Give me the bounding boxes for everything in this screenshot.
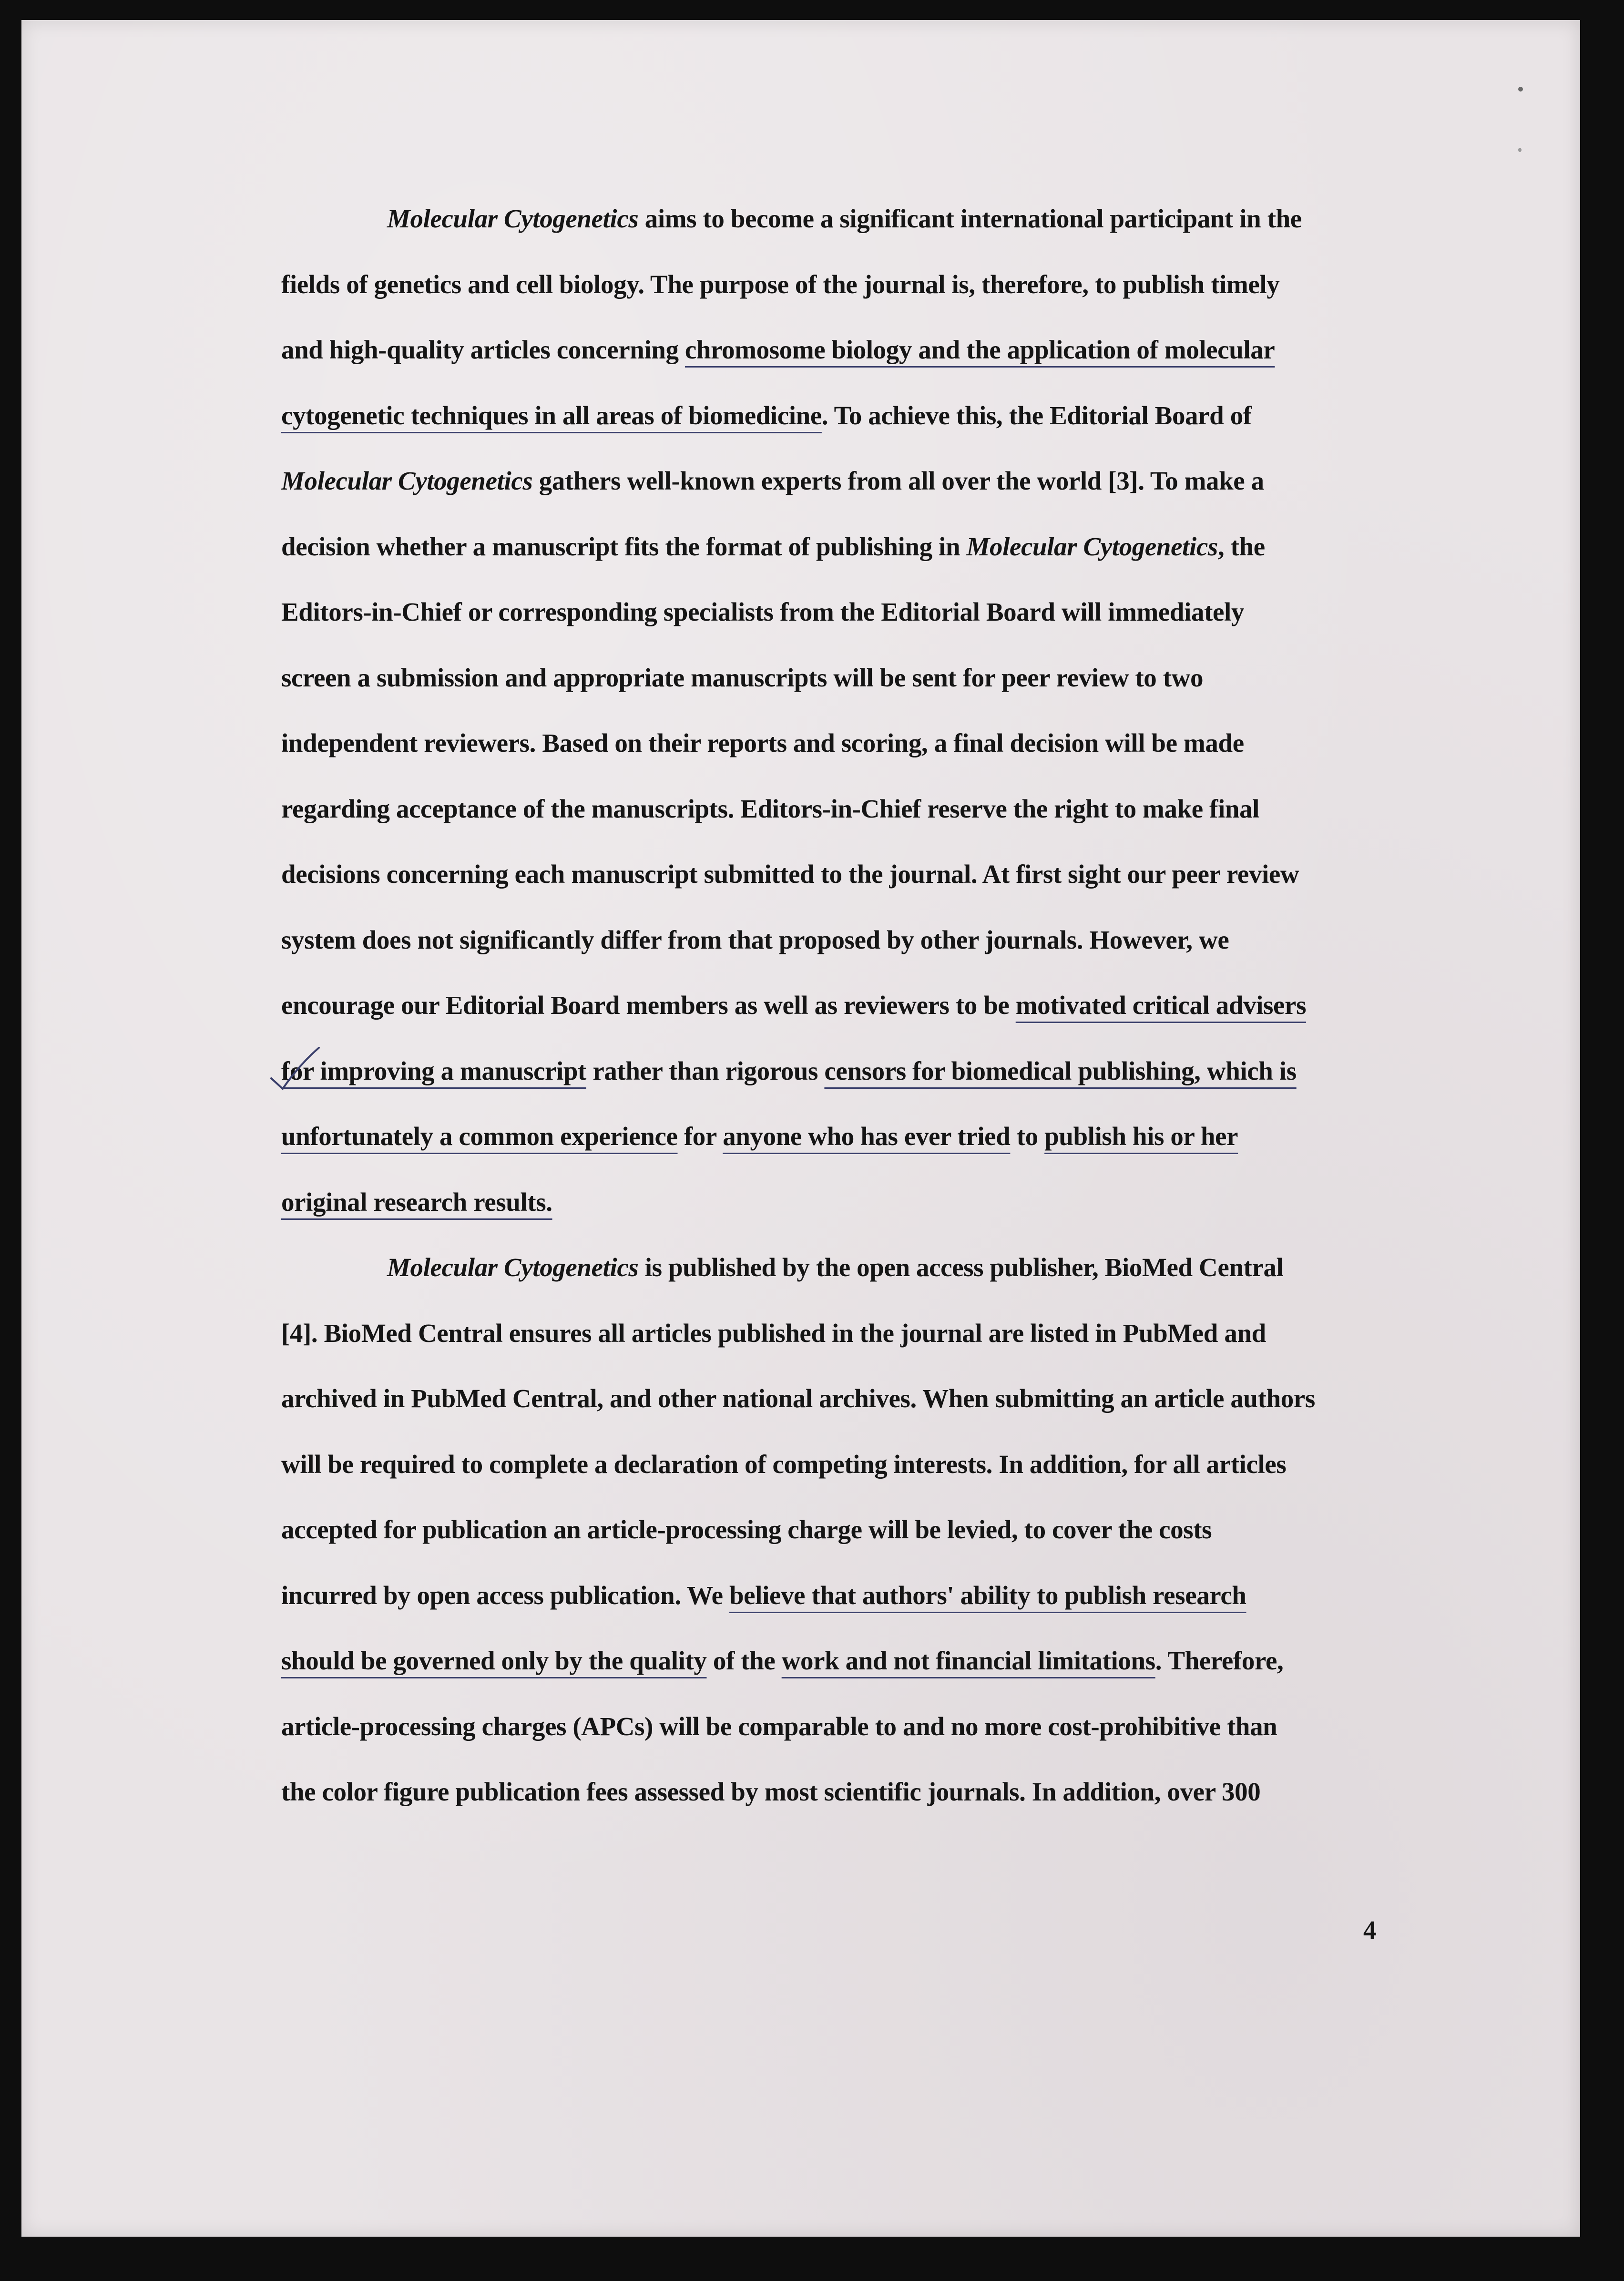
- handwritten-underline: motivated critical advisers: [1015, 991, 1307, 1020]
- paragraph-1-line-1: Molecular Cytogenetics aims to become a significant international participant in the: [387, 204, 1302, 233]
- paragraph-1-line-7: Editors-in-Chief or corresponding specialists from the Editorial Board will immediately: [281, 597, 1244, 626]
- paragraph-1-line-11: decisions concerning each manuscript submitted to the journal. At first sight our peer review: [281, 859, 1299, 889]
- body-text: [281, 186, 1387, 1825]
- paragraph-2-line-1: Molecular Cytogenetics is published by the open access publisher, BioMed Central: [387, 1253, 1284, 1282]
- handwritten-underline: believe that authors' ability to publish research: [729, 1580, 1246, 1610]
- paragraph-1-line-13: encourage our Editorial Board members as well as reviewers to be motivated critical advisers: [281, 991, 1307, 1020]
- paragraph-2-line-2: [4]. BioMed Central ensures all articles published in the journal are listed in PubMed and: [281, 1318, 1266, 1348]
- paragraph-2-line-8: article-processing charges (APCs) will be comparable to and no more cost-prohibitive than: [281, 1711, 1277, 1741]
- paragraph-1-line-8: screen a submission and appropriate manuscripts will be sent for peer review to two: [281, 663, 1204, 692]
- paragraph-1-line-6: decision whether a manuscript fits the format of publishing in Molecular Cytogenetics, the: [281, 532, 1265, 561]
- handwritten-underline: unfortunately a common experience: [281, 1122, 678, 1151]
- paragraph-1-line-10: regarding acceptance of the manuscripts. Editors-in-Chief reserve the right to make final: [281, 794, 1260, 823]
- document-page: [21, 20, 1580, 2237]
- paragraph-2-line-9: the color figure publication fees assessed by most scientific journals. In addition, over 300: [281, 1777, 1261, 1806]
- paragraph-1-line-2: fields of genetics and cell biology. The purpose of the journal is, therefore, to publish timely: [281, 269, 1280, 299]
- handwritten-underline: should be governed only by the quality: [281, 1646, 707, 1675]
- paragraph-2-line-4: will be required to complete a declaration of competing interests. In addition, for all articles: [281, 1449, 1287, 1479]
- paper-speck: [1518, 87, 1523, 92]
- handwritten-underline: chromosome biology and the application of molecular: [684, 335, 1275, 364]
- journal-title: Molecular Cytogenetics: [387, 1253, 639, 1282]
- handwritten-underline: cytogenetic techniques in all areas of biomedicine: [281, 400, 822, 430]
- paragraph-1-line-15: unfortunately a common experience for anyone who has ever tried to publish his or her: [281, 1122, 1238, 1151]
- paragraph-1-line-4: cytogenetic techniques in all areas of biomedicine. To achieve this, the Editorial Board of: [281, 400, 1252, 430]
- paragraph-2-line-6: incurred by open access publication. We believe that authors' ability to publish research: [281, 1580, 1246, 1610]
- paragraph-1-line-12: system does not significantly differ from that proposed by other journals. However, we: [281, 925, 1229, 954]
- handwritten-check-icon: [269, 1045, 322, 1097]
- journal-title: Molecular Cytogenetics: [966, 532, 1218, 561]
- page-number: 4: [1363, 1915, 1377, 1944]
- paragraph-1-line-9: independent reviewers. Based on their reports and scoring, a final decision will be made: [281, 728, 1244, 757]
- paragraph-1-line-3: and high-quality articles concerning chromosome biology and the application of molecular: [281, 335, 1275, 364]
- journal-title: Molecular Cytogenetics: [281, 466, 533, 495]
- paragraph-2-line-5: accepted for publication an article-processing charge will be levied, to cover the costs: [281, 1515, 1212, 1544]
- handwritten-underline: for improving a manuscript: [281, 1056, 586, 1085]
- handwritten-underline: anyone who has ever tried: [723, 1122, 1011, 1151]
- handwritten-underline: publish his or her: [1044, 1122, 1238, 1151]
- paragraph-1-line-14: for improving a manuscript rather than rigorous censors for biomedical publishing, which is: [281, 1056, 1297, 1085]
- paragraph-2-line-7: should be governed only by the quality of the work and not financial limitations. Therefore,: [281, 1646, 1284, 1675]
- paragraph-1-line-5: Molecular Cytogenetics gathers well-known experts from all over the world [3]. To make a: [281, 466, 1264, 495]
- journal-title: Molecular Cytogenetics: [387, 204, 639, 233]
- paragraph-2-line-3: archived in PubMed Central, and other national archives. When submitting an article authors: [281, 1384, 1315, 1413]
- handwritten-underline: censors for biomedical publishing, which is: [824, 1056, 1297, 1085]
- handwritten-underline: work and not financial limitations: [781, 1646, 1155, 1675]
- handwritten-underline: original research results.: [281, 1187, 552, 1217]
- paper-speck: [1518, 148, 1522, 152]
- paragraph-1-line-16: [281, 1169, 1387, 1235]
